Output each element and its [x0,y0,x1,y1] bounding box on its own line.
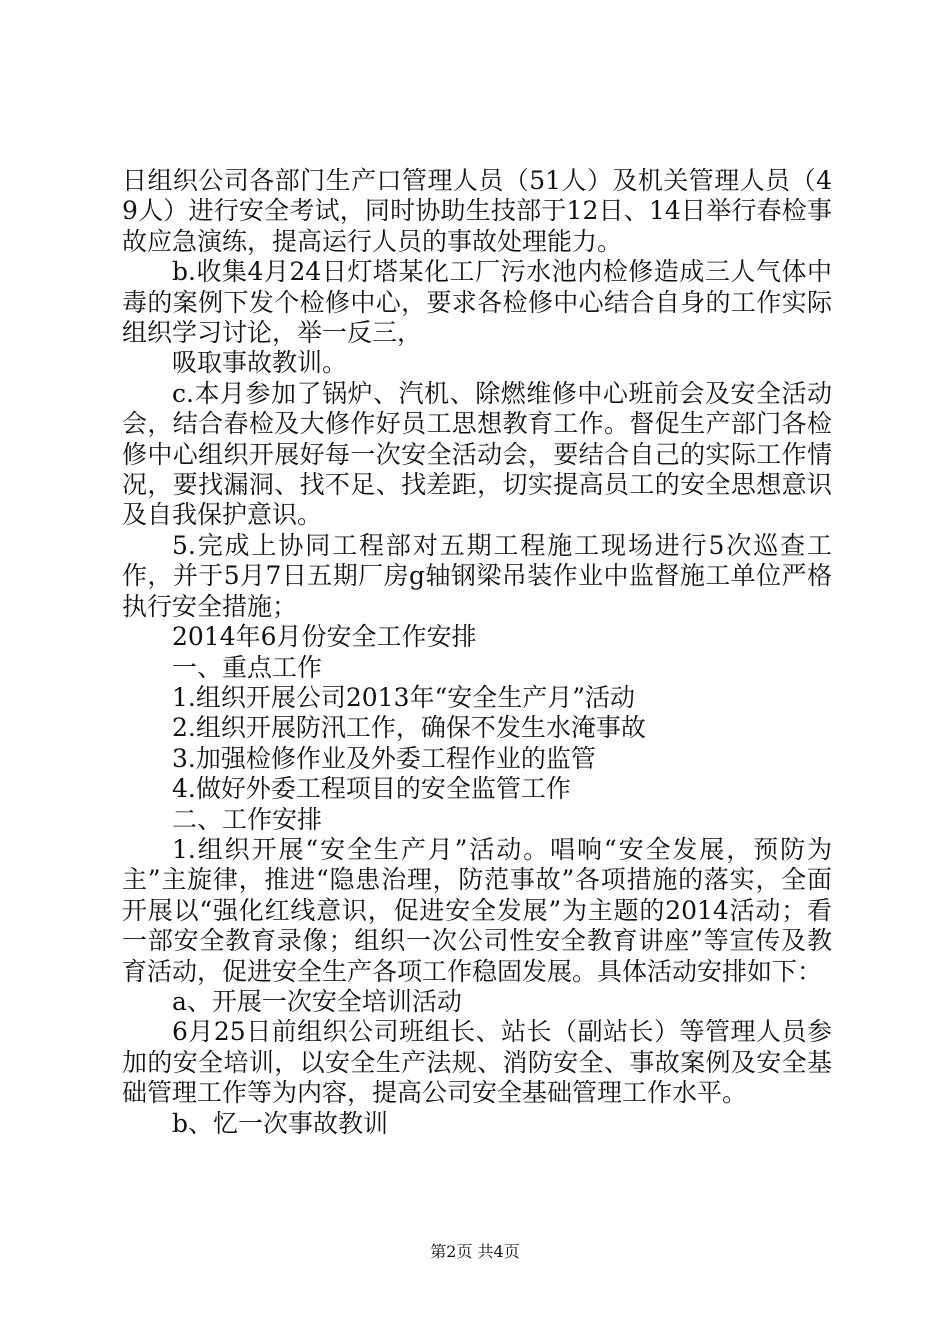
list-item: 3.加强检修作业及外委工程作业的监管 [172,743,596,773]
paragraph: b.收集4月24日灯塔某化工厂污水池内检修造成三人气体中毒的案例下发个检修中心，要求各检修中心结合自身的工作实际组织学习讨论，举一反三， [122,257,832,348]
paragraph: 1.组织开展“安全生产月”活动。唱响“安全发展，预防为主”主旋律，推进“隐患治理，防范事故”各项措施的落实，全面开展以“强化红线意识，促进安全发展”为主题的2014活动；看一部安全教育录像；组织一次公司性安全教育讲座”等宣传及教育活动，促进安全生产各项工作稳固发展。具体活动安排如下： [122,834,832,986]
list-item: 2.组织开展防汛工作，确保不发生水淹事故 [172,713,646,743]
document-body [122,166,832,1139]
section-heading: 一、重点工作 [172,652,323,682]
list-item: 4.做好外委工程项目的安全监管工作 [172,774,571,804]
paragraph: 5.完成上协同工程部对五期工程施工现场进行5次巡查工作，并于5月7日五期厂房g轴钢梁吊装作业中监督施工单位严格执行安全措施； [122,530,832,621]
page-number-footer: 第2页 共4页 [430,1242,520,1261]
list-item: 1.组织开展公司2013年“安全生产月”活动 [172,682,636,712]
paragraph: 吸取事故教训。 [172,348,348,378]
sub-heading: a、开展一次安全培训活动 [172,986,462,1016]
section-title: 2014年6月份安全工作安排 [172,622,477,652]
section-heading: 二、工作安排 [172,804,323,834]
paragraph: 日组织公司各部门生产口管理人员（51人）及机关管理人员（49人）进行安全考试，同时协助生技部于12日、14日举行春检事故应急演练，提高运行人员的事故处理能力。 [122,166,832,256]
paragraph: c.本月参加了锅炉、汽机、除燃维修中心班前会及安全活动会，结合春检及大修作好员工思想教育工作。督促生产部门各检修中心组织开展好每一次安全活动会，要结合自己的实际工作情况，要找漏洞、找不足、找差距，切实提高员工的安全思想意识及自我保护意识。 [122,378,832,530]
paragraph: 6月25日前组织公司班组长、站长（副站长）等管理人员参加的安全培训，以安全生产法规、消防安全、事故案例及安全基础管理工作等为内容，提高公司安全基础管理工作水平。 [122,1017,832,1108]
sub-heading: b、忆一次事故教训 [172,1108,389,1138]
